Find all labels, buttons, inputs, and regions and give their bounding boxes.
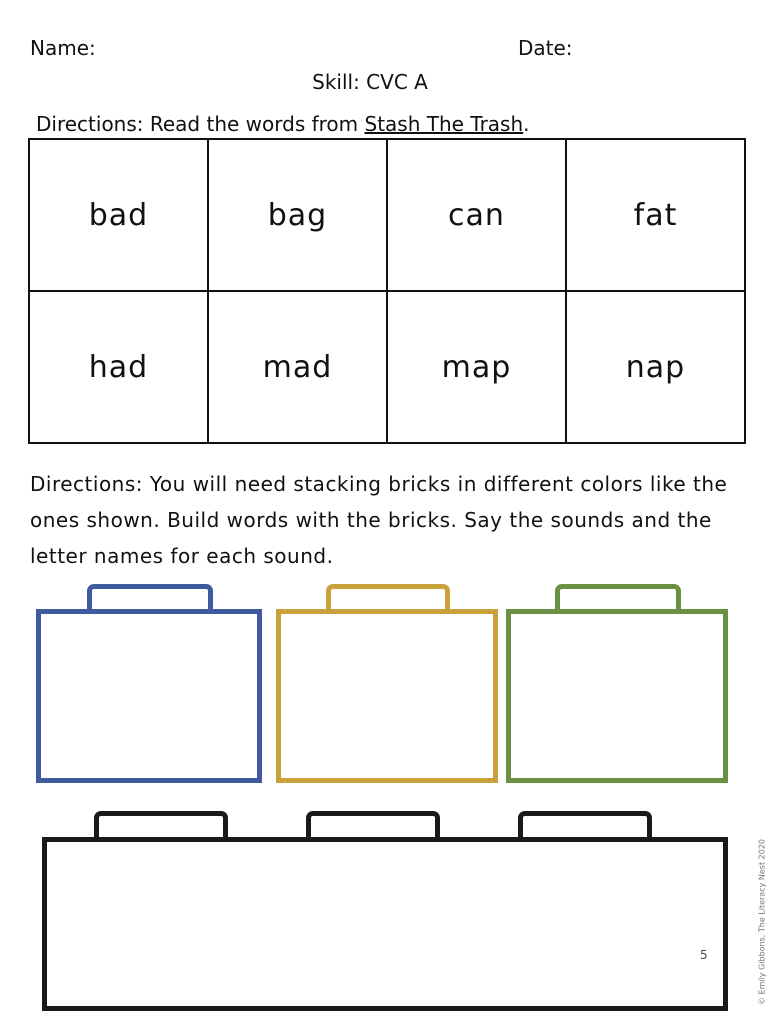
date-label: Date: — [518, 36, 573, 60]
word-cell: bad — [29, 139, 208, 291]
word-row — [29, 291, 745, 443]
green-brick — [506, 609, 728, 783]
word-cell: can — [387, 139, 566, 291]
yellow-brick — [276, 609, 498, 783]
book-title: Stash The Trash — [364, 112, 524, 136]
word-cell: fat — [566, 139, 745, 291]
word-cell: mad — [208, 291, 387, 443]
copyright-notice: © Emily Gibbons, The Literacy Nest 2020 — [757, 838, 767, 1006]
directions-read-prefix: Directions: Read the words from — [36, 112, 365, 136]
blue-brick — [36, 609, 262, 783]
black-brick — [42, 837, 728, 1011]
word-cell: bag — [208, 139, 387, 291]
directions-read-suffix: . — [523, 112, 530, 136]
skill-label: Skill: CVC A — [312, 70, 428, 94]
word-row — [29, 139, 745, 291]
name-label: Name: — [30, 36, 96, 60]
directions-build: Directions: You will need stacking bricks in different colors like the ones shown. Build words with the bricks. Say the sounds and the letter names for each sound. — [30, 472, 728, 568]
word-grid — [28, 138, 746, 444]
word-cell: map — [387, 291, 566, 443]
word-cell: had — [29, 291, 208, 443]
page-number: 5 — [700, 948, 708, 962]
directions-read — [36, 112, 530, 136]
word-cell: nap — [566, 291, 745, 443]
